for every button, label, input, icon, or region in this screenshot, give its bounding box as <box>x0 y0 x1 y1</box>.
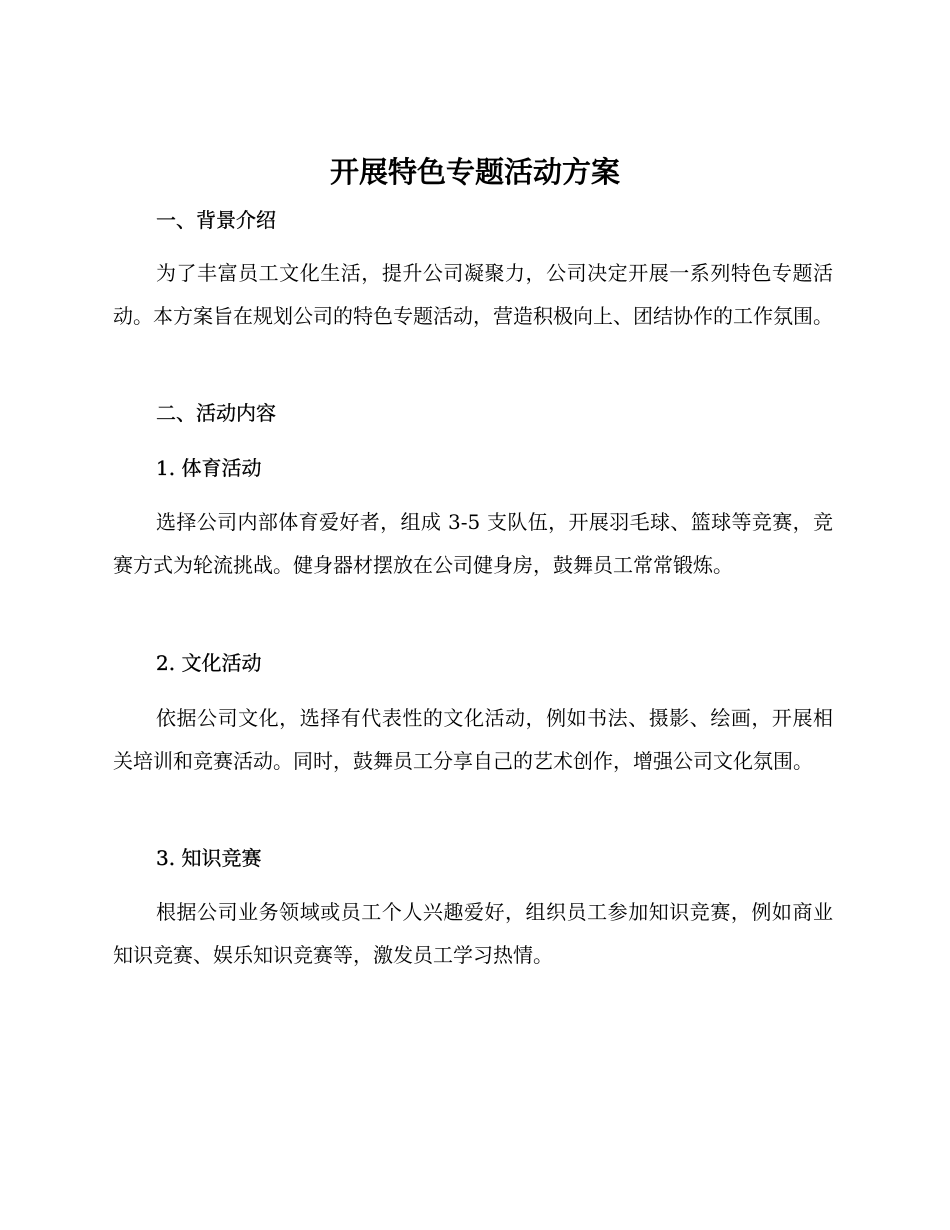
background-paragraph: 为了丰富员工文化生活，提升公司凝聚力，公司决定开展一系列特色专题活动。本方案旨在规划公司的特色专题活动，营造积极向上、团结协作的工作氛围。 <box>113 261 833 328</box>
knowledge-paragraph: 根据公司业务领域或员工个人兴趣爱好，组织员工参加知识竞赛，例如商业知识竞赛、娱乐知识竞赛等，激发员工学习热情。 <box>113 900 833 967</box>
section-heading-background: 一、背景介绍 <box>156 208 276 232</box>
section-heading-content: 二、活动内容 <box>156 401 276 425</box>
subheading-knowledge: 3. 知识竞赛 <box>156 846 262 870</box>
sports-paragraph: 选择公司内部体育爱好者，组成 3-5 支队伍，开展羽毛球、篮球等竞赛，竞赛方式为轮流挑战。健身器材摆放在公司健身房，鼓舞员工常常锻炼。 <box>113 510 833 577</box>
document-title: 开展特色专题活动方案 <box>329 155 620 189</box>
subheading-sports: 1. 体育活动 <box>156 456 262 480</box>
subheading-culture: 2. 文化活动 <box>156 651 262 675</box>
culture-paragraph: 依据公司文化，选择有代表性的文化活动，例如书法、摄影、绘画，开展相关培训和竞赛活动。同时，鼓舞员工分享自己的艺术创作，增强公司文化氛围。 <box>113 706 833 773</box>
